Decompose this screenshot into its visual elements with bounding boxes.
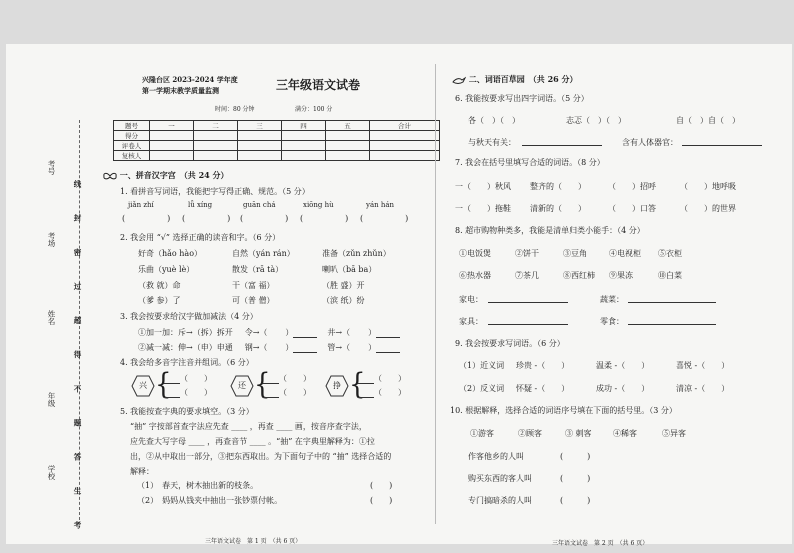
q8-blank[interactable]	[488, 295, 568, 303]
score-table	[113, 120, 440, 161]
q6-label: 6. 我能按要求写出四字词语。（5 分）	[455, 94, 589, 103]
q3-blank[interactable]	[376, 337, 400, 338]
q4-char: 还	[238, 381, 246, 390]
butterfly-icon	[103, 172, 117, 181]
q7-item[interactable]: （ ）口答	[608, 204, 656, 213]
score-col: 四	[282, 121, 326, 131]
q7-item[interactable]: （ ）地呼吸	[680, 182, 736, 191]
q8-category: 蔬菜：	[600, 295, 624, 304]
q5-paragraph: 解释：	[130, 467, 154, 476]
q8-option: ⑤衣柜	[658, 249, 682, 258]
q9-type: （1）近义词	[459, 361, 505, 370]
q9-type: （2）反义词	[459, 384, 505, 393]
q8-blank[interactable]	[488, 317, 568, 325]
q6-item[interactable]: 各（ ）（ ）	[468, 116, 520, 125]
footer-left: 三年语文试卷 第 1 页 （共 6 页）	[205, 538, 302, 545]
q7-item[interactable]: 清新的（ ）	[530, 204, 586, 213]
q2-label: 2. 我会用 “√” 选择正确的读音和字。（6 分）	[120, 233, 281, 242]
q10-option: ①游客	[470, 429, 494, 438]
q9-item[interactable]: 清凉 -（ ）	[676, 384, 730, 393]
q8-option: ③豆角	[563, 249, 587, 258]
q8-category: 零食：	[600, 317, 624, 326]
q2-option[interactable]: 自然（yán rán）	[232, 249, 295, 258]
exam-paper	[6, 44, 792, 544]
q6-blank[interactable]	[682, 138, 762, 146]
q5-label: 5. 我能按查字典的要求填空。（3 分）	[120, 407, 254, 416]
score-col: 一	[150, 121, 194, 131]
q6-blank[interactable]	[522, 138, 602, 146]
q9-item[interactable]: 温柔 -（ ）	[596, 361, 650, 370]
q3-label: 3. 我会按要求给汉字做加减法（4 分）	[120, 312, 258, 321]
q10-option: ⑤异客	[662, 429, 686, 438]
q5-answer-blank[interactable]: ( )	[370, 481, 393, 490]
q2-option[interactable]: （滨 纸）纷	[322, 296, 365, 305]
q1-label: 1. 看拼音写词语，我能把字写得正确、规范。（5 分）	[120, 187, 310, 196]
q10-definition: 作客他乡的人叫	[468, 452, 524, 461]
header-exam-name: 第一学期末教学质量监测	[142, 86, 219, 95]
q4-hexagon	[230, 375, 254, 397]
q6-item[interactable]: 志忑（ ）（ ）	[566, 116, 626, 125]
q4-char: 兴	[139, 381, 147, 390]
q10-option: ④稀客	[613, 429, 637, 438]
q7-item[interactable]: 整齐的（ ）	[530, 182, 586, 191]
q3-blank[interactable]	[293, 337, 317, 338]
q10-answer-blank[interactable]: ( )	[560, 452, 591, 461]
q6-item[interactable]: 自（ ）自（ ）	[676, 116, 740, 125]
score-row-label: 题号	[114, 121, 150, 131]
q2-option[interactable]: 喇叭（bā ba）	[322, 265, 377, 274]
q2-option[interactable]: （爹 参）了	[138, 296, 181, 305]
field-grade: 年级	[47, 392, 56, 407]
score-row-label: 评卷人	[114, 141, 150, 151]
q10-answer-blank[interactable]: ( )	[560, 496, 591, 505]
q7-item[interactable]: （ ）招呼	[608, 182, 656, 191]
q4-hexagon	[325, 375, 349, 397]
q4-answer[interactable]: （ ）	[358, 373, 406, 384]
q1-answer-box-5[interactable]: ( )	[360, 214, 409, 223]
q8-option: ⑨果冻	[609, 271, 633, 280]
q5-paragraph: 出，②从中取出一部分，③把东西取出。为下面句子中的 “抽” 选择合适的	[130, 452, 392, 461]
q8-blank[interactable]	[628, 295, 716, 303]
q10-answer-blank[interactable]: ( )	[560, 474, 591, 483]
q6-item: 与秋天有关：	[468, 138, 516, 147]
q10-definition: 专门搞暗杀的人叫	[468, 496, 532, 505]
q1-pinyin-5: yán hán	[366, 201, 395, 209]
q4-answer[interactable]: （ ）	[263, 387, 311, 398]
q2-option[interactable]: 好奇（hǎo hào）	[138, 249, 203, 258]
q3-blank[interactable]	[293, 352, 317, 353]
q4-answer[interactable]: （ ）	[263, 373, 311, 384]
q5-paragraph: 应先查大写字母 ____ ，再查音节 ____ 。“抽” 在字典里解释为：①拉	[130, 437, 375, 446]
field-school: 学校	[47, 465, 56, 480]
q7-label: 7. 我会在括号里填写合适的词语。（8 分）	[455, 158, 605, 167]
q2-option[interactable]: （救 就）命	[138, 281, 181, 290]
q6-item: 含有人体器官：	[622, 138, 678, 147]
q4-answer[interactable]: （ ）	[164, 373, 212, 384]
q2-option[interactable]: 散发（rā tà）	[232, 265, 284, 274]
q4-answer[interactable]: （ ）	[358, 387, 406, 398]
q7-item[interactable]: 一（ ）拖鞋	[455, 204, 511, 213]
q7-item[interactable]: 一（ ）秋风	[455, 182, 511, 191]
score-col: 二	[194, 121, 238, 131]
q8-option: ①电饭煲	[459, 249, 491, 258]
q2-option[interactable]: （胜 盛）开	[322, 281, 365, 290]
q2-option[interactable]: 准备（zǔn zhǔn）	[322, 249, 391, 258]
q8-option: ④电视柜	[609, 249, 641, 258]
q10-option: ③ 刺客	[565, 429, 592, 438]
q4-answer[interactable]: （ ）	[164, 387, 212, 398]
q1-answer-box-3[interactable]: ( )	[240, 214, 289, 223]
q9-item[interactable]: 成功 -（ ）	[596, 384, 650, 393]
q8-category: 家具：	[459, 317, 483, 326]
q7-item[interactable]: （ ）的世界	[680, 204, 736, 213]
q1-pinyin-1: jiǎn zhí	[128, 201, 154, 209]
q9-item[interactable]: 喜悦 -（ ）	[676, 361, 730, 370]
q9-label: 9. 我会按要求写词语。（6 分）	[455, 339, 565, 348]
score-col: 合计	[370, 121, 440, 131]
brace-icon: {	[349, 368, 366, 402]
field-exam-number: 考号	[47, 160, 56, 175]
q4-hexagon	[131, 375, 155, 397]
column-divider	[435, 64, 436, 524]
q10-option: ②顾客	[518, 429, 542, 438]
q3-blank[interactable]	[376, 352, 400, 353]
q5-item: （2） 妈妈从钱夹中抽出一张钞票付帐。	[137, 496, 283, 505]
header-full-score: 满分：100 分	[295, 106, 333, 113]
score-row-label: 复核人	[114, 151, 150, 161]
q5-item: （1） 春天，树木抽出新的枝条。	[137, 481, 259, 490]
q1-answer-box-4[interactable]: ( )	[300, 214, 349, 223]
q8-label: 8. 超市购物种类多，我能是清单归类小能手：（4 分）	[455, 226, 645, 235]
q1-pinyin-2: lǚ xíng	[188, 201, 213, 209]
seal-text: 线 封 密 过 超 得 不 题 答 生 考	[73, 180, 82, 541]
q2-option[interactable]: 可（普 僧）	[232, 296, 275, 305]
bird-icon	[452, 76, 466, 85]
q5-paragraph: “抽” 字按部首查字法应先查 ____ ，再查 ____ 画，按音序查字法，	[130, 422, 367, 431]
q1-pinyin-3: guān chá	[243, 201, 276, 209]
q5-answer-blank[interactable]: ( )	[370, 496, 393, 505]
q1-answer-box-2[interactable]: ( )	[182, 214, 231, 223]
q8-blank[interactable]	[628, 317, 716, 325]
q3-row2: ②减一减：伸→（申）申通 钢→（ ） 管→（ ）	[138, 342, 400, 353]
q2-option[interactable]: 干（富 福）	[232, 281, 275, 290]
q4-label: 4. 我会给多音字注音并组词。（6 分）	[120, 358, 254, 367]
q1-pinyin-4: xiōng hù	[303, 201, 334, 209]
score-col: 三	[238, 121, 282, 131]
q9-item[interactable]: 怀疑 -（ ）	[516, 384, 570, 393]
header-time: 时间：80 分钟	[215, 106, 255, 113]
field-exam-room: 考场	[47, 232, 56, 247]
page-title: 三年级语文试卷	[276, 78, 361, 92]
section2-title: 二、词语百草园 （共 26 分）	[452, 74, 578, 85]
footer-right: 三年语文试卷 第 2 页 （共 6 页）	[552, 540, 649, 547]
q8-category: 家电：	[459, 295, 483, 304]
q9-item[interactable]: 珍贵 -（ ）	[516, 361, 570, 370]
q1-answer-box-1[interactable]: ( )	[122, 214, 171, 223]
q8-option: ②饼干	[515, 249, 539, 258]
header-region: 兴隆台区 2023-2024 学年度	[142, 75, 238, 84]
score-col: 五	[326, 121, 370, 131]
brace-icon: {	[155, 368, 172, 402]
q10-label: 10. 根据解释，选择合适的词语序号填在下面的括号里。（3 分）	[450, 406, 677, 415]
score-row-label: 得分	[114, 131, 150, 141]
field-name: 姓名	[47, 310, 56, 325]
q8-option: ⑦茶几	[515, 271, 539, 280]
q2-option[interactable]: 乐曲（yuè lè）	[138, 265, 195, 274]
q10-definition: 购买东西的客人叫	[468, 474, 532, 483]
q3-row1: ①加一加：斥→（拆）拆开 令→（ ） 井→（ ）	[138, 327, 400, 338]
q8-option: ⑥热水器	[459, 271, 491, 280]
q8-option: ⑩白菜	[658, 271, 682, 280]
brace-icon: {	[254, 368, 271, 402]
q4-char: 挣	[333, 381, 341, 390]
section1-title: 一、拼音汉字宫 （共 24 分）	[103, 170, 229, 181]
q8-option: ⑧西红柿	[563, 271, 595, 280]
